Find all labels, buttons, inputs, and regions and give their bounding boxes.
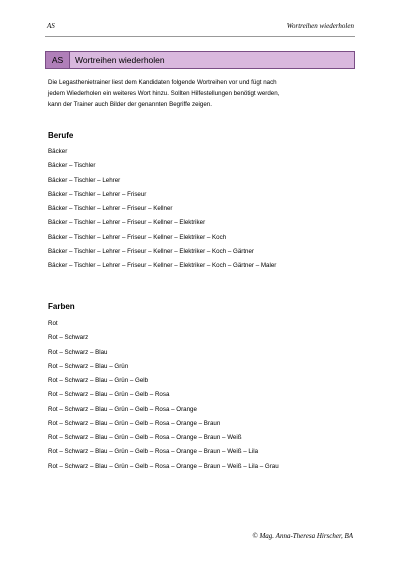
list-item: Bäcker – Tischler – Lehrer – Friseur – Kellner – Elektriker (48, 219, 206, 227)
list-item: Rot – Schwarz – Blau – Grün (48, 362, 129, 370)
intro-paragraph (48, 77, 360, 110)
list-item: Rot – Schwarz – Blau – Grün – Gelb – Rosa – Orange – Braun – Weiß – Lila (48, 448, 259, 456)
list-item: Bäcker – Tischler – Lehrer – Friseur – Kellner – Elektriker – Koch – Gärtner (48, 247, 254, 255)
intro-line: Die Legasthenietrainer liest dem Kandidaten folgende Wortreihen vor und fügt nach (48, 79, 277, 86)
title-bar (45, 51, 355, 69)
list-item: Bäcker – Tischler – Lehrer – Friseur – Kellner – Elektriker – Koch (48, 233, 227, 241)
list-item: Rot – Schwarz – Blau – Grün – Gelb – Rosa – Orange (48, 405, 197, 413)
list-item: Bäcker (48, 148, 68, 155)
list-item: Bäcker – Tischler – Lehrer – Friseur (48, 190, 147, 198)
header-title: Wortreihen wiederholen (286, 22, 354, 30)
list-item: Rot – Schwarz – Blau – Grün – Gelb – Rosa – Orange – Braun – Weiß – Lila – Grau (48, 462, 279, 470)
list-item: Rot – Schwarz – Blau – Grün – Gelb – Rosa (48, 391, 170, 399)
page-title: Wortreihen wiederholen (75, 55, 165, 65)
list-item: Bäcker – Tischler – Lehrer – Friseur – Kellner – Elektriker – Koch – Gärtner – Maler (48, 262, 277, 269)
list-item: Bäcker – Tischler – Lehrer – Friseur – Kellner (48, 205, 173, 212)
list-item: Rot – Schwarz – Blau – Grün – Gelb (48, 377, 149, 384)
list-berufe (48, 145, 276, 273)
list-item: Rot – Schwarz (48, 334, 89, 342)
list-item: Bäcker – Tischler (48, 162, 96, 170)
list-item: Rot – Schwarz – Blau – Grün – Gelb – Rosa – Orange – Braun (48, 419, 221, 427)
intro-line: jedem Wiederholen ein weiteres Wort hinzu. Sollten Hilfestellungen benötigt werden, (48, 90, 280, 97)
list-item: Rot – Schwarz – Blau (48, 348, 108, 356)
list-item: Rot (48, 320, 58, 327)
title-abbreviation: AS (46, 52, 70, 68)
intro-line: kann der Trainer auch Bilder der genannten Begriffe zeigen. (48, 101, 212, 108)
section-title-berufe: Berufe (48, 131, 74, 140)
header-divider (45, 36, 355, 37)
section-title-farben: Farben (48, 302, 75, 311)
list-item: Bäcker – Tischler – Lehrer (48, 176, 121, 184)
list-farben (48, 317, 279, 474)
header-abbreviation: AS (47, 22, 55, 30)
list-item: Rot – Schwarz – Blau – Grün – Gelb – Rosa – Orange – Braun – Weiß (48, 434, 242, 441)
footer-copyright: © Mag. Anna-Theresa Hirscher, BA (252, 532, 353, 540)
